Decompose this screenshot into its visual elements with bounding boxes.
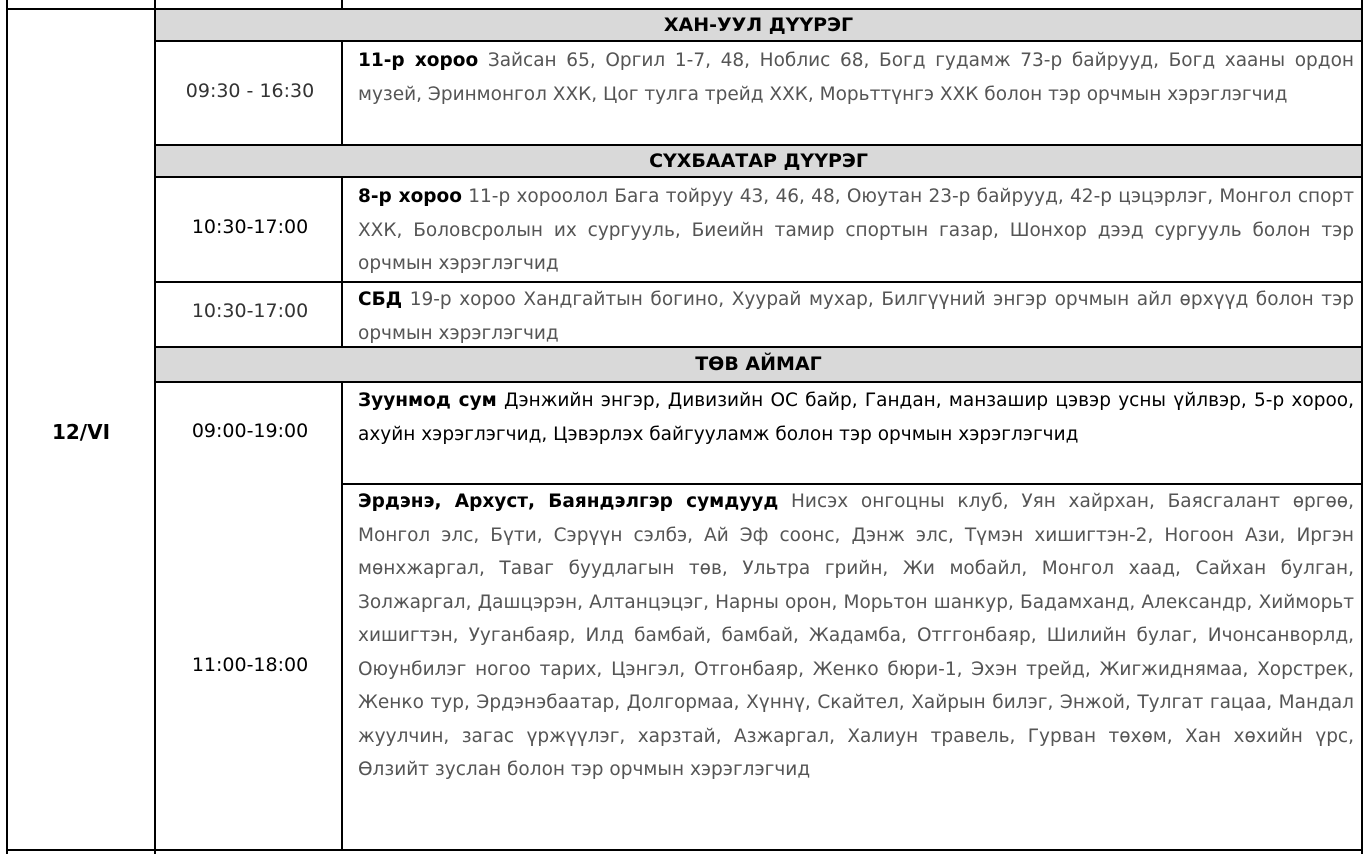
description-bold: Эрдэнэ, Архуст, Баяндэлгэр сумдууд <box>358 491 779 512</box>
row-divider <box>154 40 1363 42</box>
description-text: 19-р хороо Хандгайтын богино, Хуурай мухар, Билгүүний энгэр орчмын айл өрхүүд болон тэр орчмын хэрэглэгчид <box>358 289 1354 344</box>
time-cell: 10:30-17:00 <box>191 300 309 322</box>
district-header-khan-uul: ХАН-УУЛ ДҮҮРЭГ <box>156 10 1361 40</box>
district-header-sukhbaatar: СҮХБААТАР ДҮҮРЭГ <box>156 146 1361 176</box>
row-divider <box>154 176 1363 178</box>
description-bold: 8-р хороо <box>358 186 462 207</box>
description-text: Нисэх онгоцны клуб, Уян хайрхан, Баясгалант өргөө, Монгол элс, Бүти, Сэрүүн сэлбэ, Ай Эф соонс, Дэнж элс, Түмэн хишигтэн-2, Ногоон Ази, Иргэн мөнхжаргал, Таваг буудлагын төв, Ультра грийн, Жи мобайл, Монгол хаад, Сайхан булган, Золжаргал, Дашцэрэн, Алтанцэцэг, Нарны орон, Морьтон шанкур, Бадамханд, Александр, Хийморьт хишигтэн, Ууганбаяр, Илд бамбай, бамбай, Жадамба, Отггонбаяр, Шилийн булаг, Ичонсанворлд, Оюунбилэг ногоо тарих, Цэнгэл, Отгонбаяр, Женко бюри-1, Эхэн трейд, Жигжиднямаа, Хорстрек, Женко тур, Эрдэнэбаатар, Долгормаа, Хүннү, Скайтел, Хайрын билэг, Энжой, Тулгат гацаа, Мандал жуулчин, загас үржүүлэг, харзтай, Азжаргал, Халиун травель, Гурван төхөм, Хан хөхийн үрс, Өлзийт зуслан болон тэр орчмын хэрэглэгчид <box>358 491 1354 780</box>
description-text: Дэнжийн энгэр, Дивизийн ОС байр, Гандан, манзашир цэвэр усны үйлвэр, 5-р хороо, ахуйн хэрэглэгчид, Цэвэрлэх байгууламж болон тэр орчмын хэрэглэгчид <box>358 390 1354 445</box>
description-cell <box>358 384 1354 451</box>
time-cell: 10:30-17:00 <box>191 216 309 238</box>
district-header-tov-aimag: ТӨВ АЙМАГ <box>156 348 1361 381</box>
description-bold: СБД <box>358 289 403 310</box>
description-cell <box>358 44 1354 111</box>
description-bold: Зуунмод сум <box>358 390 497 411</box>
row-divider-bottom <box>6 849 1363 851</box>
description-cell <box>358 180 1354 281</box>
time-cell: 09:30 - 16:30 <box>185 80 315 102</box>
time-cell: 09:00-19:00 <box>191 420 309 442</box>
description-text: 11-р хороолол Бага тойруу 43, 46, 48, Оюутан 23-р байрууд, 42-р цэцэрлэг, Монгол спорт ХХК, Боловсролын их сургууль, Биеийн тамир спортын газар, Шонхор дээд сургууль болон тэр орчмын хэрэглэгчид <box>358 186 1354 274</box>
description-bold: 11-р хороо <box>358 50 479 71</box>
description-text: Зайсан 65, Оргил 1-7, 48, Ноблис 68, Богд гудамж 73-р байрууд, Богд хааны ордон музей, Эринмонгол ХХК, Цог тулга трейд ХХК, Морьттүнгэ ХХК болон тэр орчмын хэрэглэгчид <box>358 50 1354 105</box>
date-cell: 12/VI <box>51 420 111 444</box>
table-border-right <box>1361 0 1363 854</box>
time-cell: 11:00-18:00 <box>191 654 309 676</box>
table-border-date <box>154 0 156 854</box>
description-cell <box>358 485 1354 787</box>
description-cell <box>358 283 1354 350</box>
row-divider <box>154 381 1363 383</box>
